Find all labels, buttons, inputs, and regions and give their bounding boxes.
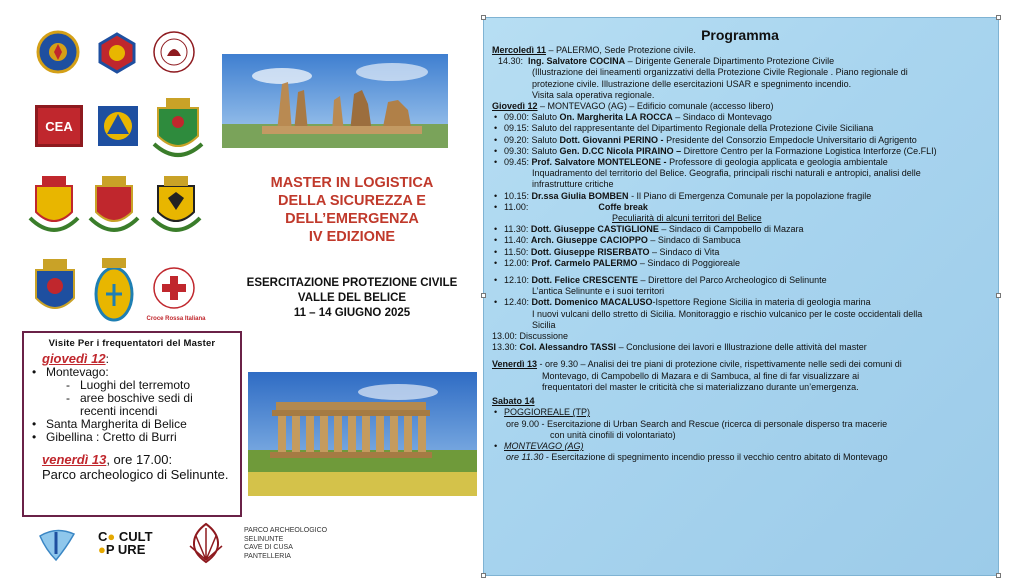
master-title-line: MASTER IN LOGISTICA (270, 175, 434, 191)
program-text: Presidente del Consorzio Empedocle Universitario di Agrigento (663, 134, 917, 145)
resize-handle[interactable] (481, 573, 486, 578)
list-item: - Luoghi del terremoto (32, 379, 232, 392)
ruins-photo (222, 54, 448, 148)
program-text: infrastrutture critiche (532, 179, 614, 190)
program-day: Sabato 14 (492, 396, 535, 407)
program-panel (483, 17, 999, 576)
program-time: 13.30: (492, 342, 520, 353)
speaker-name: Dott. Giovanni PERINO - (559, 134, 664, 145)
program-text: – Sindaco di Vita (649, 246, 720, 257)
exercise-line: 11 – 14 GIUGNO 2025 (293, 307, 411, 319)
visits-time-13: , ore 17.00: (106, 452, 173, 467)
program-time: 09.00: Saluto (504, 112, 560, 123)
cocult-logo: C● CULT ●P URE (98, 529, 153, 557)
program-time: 10.15: (504, 190, 532, 201)
speaker-name: Prof. Salvatore MONTELEONE - (531, 157, 667, 168)
program-text: frequentatori del master le criticità che si materializzano durante un’emergenza. (542, 381, 859, 392)
program-text: ore 9.00 - Esercitazione di Urban Search and Rescue (ricerca di personale disperso tra macerie (506, 418, 888, 429)
program-text: I nuovi vulcani dello stretto di Sicilia. Monitoraggio e rischio vulcanico per le coste occidentali della (532, 308, 923, 319)
program-day: Venerdì 13 (492, 359, 538, 370)
list-item: • Santa Margherita di Belice (32, 418, 232, 431)
visits-list-12 (32, 366, 232, 444)
program-text: – Sindaco di Sambuca (647, 235, 741, 246)
cocult-text: CULT (118, 529, 153, 544)
master-title-line: DELL’EMERGENZA (285, 211, 419, 227)
coffee-break: Coffe break (598, 201, 648, 212)
program-text: – Sindaco di Campobello di Mazara (658, 224, 804, 235)
santa-margherita-crest-logo (92, 254, 136, 326)
program-text: - Il Piano di Emergenza Comunale per la popolazione fragile (628, 190, 872, 201)
croce-rossa-logo (152, 266, 196, 310)
temple-photo (248, 372, 477, 496)
program-time: 11.40: (504, 235, 531, 246)
program-text: - ore 9.30 – Analisi dei tre piani di protezione civile, rispettivamente nelle sedi dei comuni di (537, 359, 902, 370)
consorzio-seal-logo (152, 30, 196, 74)
program-title: Programma (701, 27, 779, 43)
resize-handle[interactable] (996, 15, 1001, 20)
master-title-line: IV EDIZIONE (308, 229, 396, 245)
program-time: 11.30: (504, 224, 531, 235)
resize-handle[interactable] (481, 293, 486, 298)
master-title-line: DELLA SICUREZZA E (278, 193, 426, 209)
speaker-name: Prof. Carmelo PALERMO (531, 257, 638, 268)
park-label-line: CAVE DI CUSA (244, 544, 293, 551)
cea-logo: CEA (35, 105, 83, 147)
program-text: – PALERMO, Sede Protezione civile. (546, 45, 696, 55)
speaker-name: Gen. D.CC Nicola PIRAINO – (559, 145, 682, 156)
program-time: 09.45: (504, 157, 532, 168)
speaker-name: Dr.ssa Giulia BOMBEN (531, 190, 629, 201)
program-time: 12.40: (504, 297, 532, 308)
resize-handle[interactable] (996, 293, 1001, 298)
master-title (230, 174, 474, 246)
resize-handle[interactable] (481, 15, 486, 20)
marina-crest-logo (36, 30, 80, 74)
program-time: 11.50: (504, 246, 531, 257)
park-label (244, 527, 327, 561)
poggioreale-crest-logo (28, 254, 82, 326)
program-text: Visita sala operativa regionale. (532, 89, 655, 100)
program-time: 12.00: (504, 257, 532, 268)
speaker-name: Col. Alessandro TASSI (519, 342, 617, 353)
exercise-line: ESERCITAZIONE PROTEZIONE CIVILE (246, 277, 458, 289)
program-text: – MONTEVAGO (AG) – Edificio comunale (accesso libero) (537, 101, 774, 112)
visits-box: Visite Per i frequentatori del Master giovedì 12: • Montevago: - Luoghi del terremoto - aree boschive sedi di recenti incendi • Santa Margherita di Belice • Gibellina : Cretto di Burri venerdì 13, ore 17.00: Parco archeologico di Selinunte. (22, 331, 242, 517)
program-day: Giovedì 12 (492, 101, 538, 112)
program-text: - Esercitazione di spegnimento incendio presso il vecchio centro abitato di Montevago (543, 452, 888, 463)
speaker-name: Dott. Felice CRESCENTE (531, 275, 639, 286)
program-text: Professore di geologia applicata e geologia ambientale (666, 157, 888, 168)
program-text: – Dirigente Generale Dipartimento Protezione Civile (625, 56, 835, 67)
cocult-text: URE (117, 542, 146, 557)
program-text: – Sindaco di Poggioreale (637, 257, 740, 268)
park-label-line: SELINUNTE (244, 535, 284, 543)
program-place: • MONTEVAGO (AG) (492, 441, 988, 452)
program-place: • POGGIOREALE (TP) (492, 407, 988, 418)
cocult-text: C (98, 529, 108, 544)
program-text: Direttore Centro per la Formazione Logistica Interforze (Ce.FLI) (681, 145, 937, 156)
speaker-name: Dott. Domenico MACALUSO (531, 297, 653, 308)
exercise-line: VALLE DEL BELICE (297, 292, 407, 304)
program-time: 11.00: (504, 201, 529, 212)
program-text: – Conclusione dei lavori e Illustrazione delle attività del master (616, 342, 867, 353)
program-time: 14.30: (498, 56, 524, 67)
resize-handle[interactable] (996, 573, 1001, 578)
program-text: (Illustrazione dei lineamenti organizzativi della Protezione Civile Regionale . Piano regionale di (532, 67, 908, 78)
park-label-line: PARCO ARCHEOLOGICO (244, 527, 328, 534)
montevago-crest-logo (150, 94, 206, 164)
program-time: ore 11.30 (506, 452, 544, 463)
visits-day-12: giovedì 12 (42, 351, 106, 366)
program-text: – Sindaco di Montevago (672, 112, 772, 123)
program-text: L’antica Selinunte e i suoi territori (532, 286, 665, 297)
program-subheading: Peculiarità di alcuni territori del Belice (612, 213, 762, 224)
cocult-text: P (105, 542, 115, 557)
program-time: 09.30: Saluto (504, 145, 560, 156)
program-text: Sicilia (532, 319, 556, 330)
speaker-name: Ing. Salvatore COCINA (528, 56, 626, 67)
sambuca-crest-logo (88, 170, 140, 240)
program-day: Mercoledì 11 (492, 45, 547, 55)
program-time: 09.20: Saluto (504, 134, 560, 145)
program-text: -Ispettore Regione Sicilia in materia di geologia marina (652, 297, 871, 308)
program-time: 12.10: (504, 275, 532, 286)
vita-crest-logo (150, 170, 202, 240)
croce-rossa-label: Croce Rossa Italiana (146, 316, 206, 322)
speaker-name: Arch. Giuseppe CACIOPPO (530, 235, 648, 246)
speaker-name: On. Margherita LA ROCCA (559, 112, 673, 123)
speaker-name: Dott. Giuseppe CASTIGLIONE (530, 224, 659, 235)
park-label-line: PANTELLERIA (244, 552, 291, 560)
program-text: Inquadramento del territorio del Belice. Geografia, principali rischi naturali e antropici, analisi delle (532, 168, 921, 179)
exercise-heading (230, 276, 474, 321)
speaker-name: Dott. Giuseppe RISERBATO (530, 246, 650, 257)
program-text: • 09.15: Saluto del rappresentante del Dipartimento Regionale della Protezione Civile Siciliana (492, 123, 988, 134)
visits-day-13: venerdì 13 (42, 452, 107, 467)
campobello-crest-logo (28, 170, 80, 240)
list-item: - aree boschive sedi di recenti incendi (32, 392, 232, 418)
program-text: con unità cinofili di volontariato) (550, 429, 676, 440)
program-text: Montevago, di Campobello di Mazara e di Sambuca, al fine di far visualizzare ai (542, 370, 860, 381)
university-crest-logo (96, 32, 138, 74)
protezione-civile-logo (96, 104, 140, 148)
program-text: protezione civile. Illustrazione delle esercitazioni USAR e spegnimento incendio. (532, 78, 852, 89)
program-text: – Direttore del Parco Archeologico di Selinunte (638, 275, 827, 286)
list-item: • Gibellina : Cretto di Burri (32, 431, 232, 444)
visits-title: Visite Per i frequentatori del Master (48, 338, 216, 349)
selinunte-park-emblem-logo (182, 520, 230, 566)
program-text: 13.00: Discussione (492, 331, 569, 342)
sicily-region-logo (36, 526, 78, 562)
visits-place-13: Parco archeologico di Selinunte. (42, 467, 229, 482)
list-item: • Montevago: (32, 366, 232, 379)
